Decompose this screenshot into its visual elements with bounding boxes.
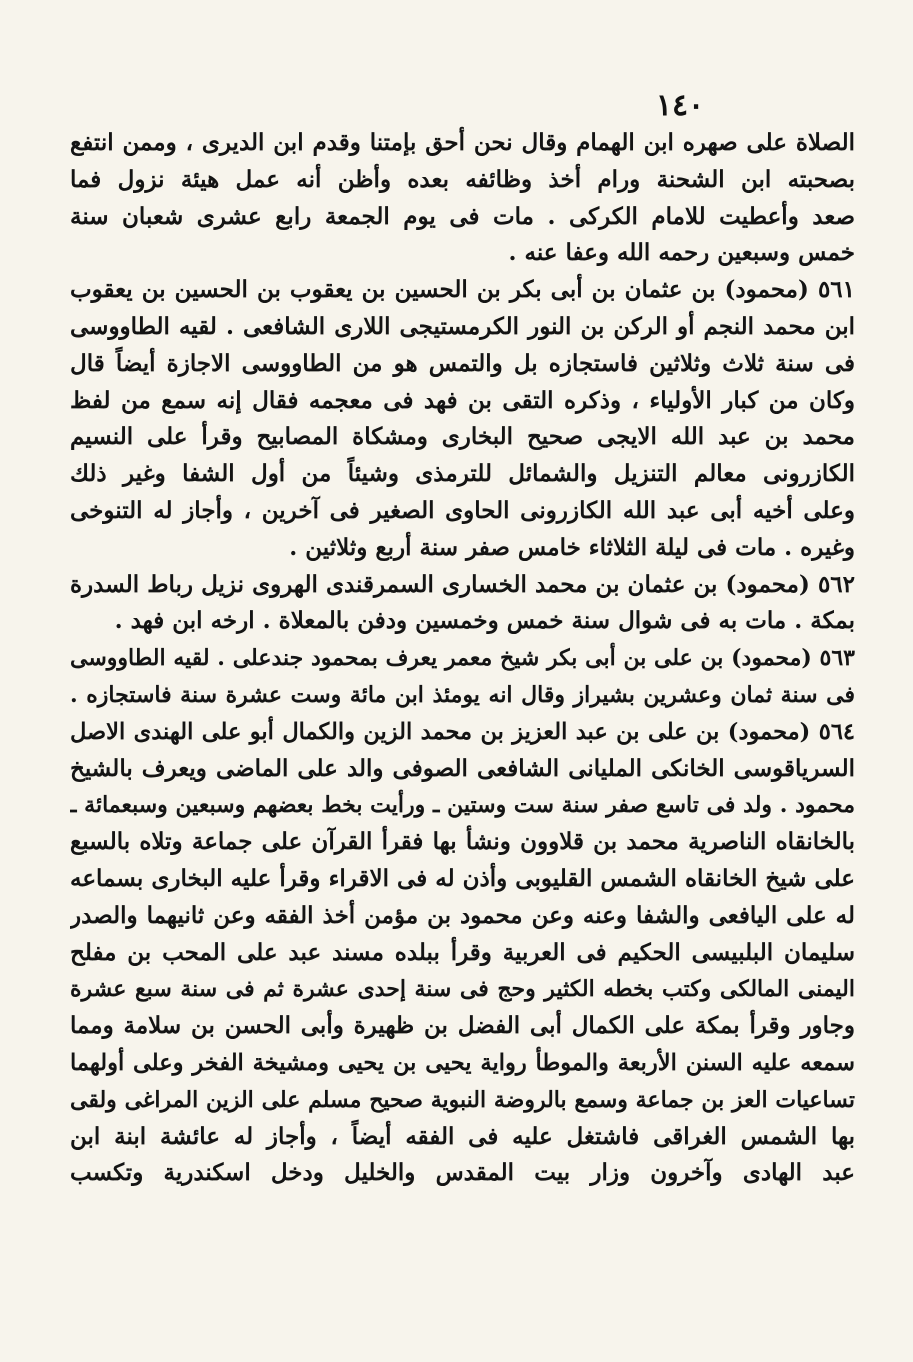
text-line: الكازرونى معالم التنزيل والشمائل للترمذى وشيئاً من أول الشفا وغير ذلك <box>70 460 855 488</box>
text-line: محمد بن عبد الله الايجى صحيح البخارى ومشكاة المصابيح وقرأ على النسيم <box>70 423 855 451</box>
text-line: السرياقوسى الخانكى المليانى الشافعى الصوفى والد على الماضى ويعرف بالشيخ <box>70 754 855 782</box>
text-line: سليمان البلبيسى الحكيم فى العربية وقرأ ببلده مسند عبد على المحب بن مفلح <box>70 938 855 966</box>
text-line: اليمنى المالكى وكتب بخطه الكثير وحج فى سنة إحدى عشرة ثم فى سنة سبع عشرة <box>70 976 855 1003</box>
entry-562-line: ٥٦٢ (محمود) بن عثمان بن محمد الخسارى السمرقندى الهروى نزيل رباط السدرة <box>70 570 855 598</box>
text-line: وغيره . مات فى ليلة الثلاثاء خامس صفر سنة أربع وثلاثين . <box>289 533 855 561</box>
page-text <box>70 125 855 1192</box>
text-line: فى سنة ثلاث وثلاثين فاستجازه بل والتمس هو من الطاووسى الاجازة أيضاً قال <box>70 349 855 377</box>
text-line: تساعيات العز بن جماعة وسمع بالروضة النبوية صحيح مسلم على الزين المراغى ولقى <box>70 1086 855 1113</box>
text-line: الصلاة على صهره ابن الهمام وقال نحن أحق بإمتنا وقدم ابن الديرى ، وممن انتفع <box>70 129 855 156</box>
text-line: وجاور وقرأ بمكة على الكمال أبى الفضل بن ظهيرة وأبى الحسن بن سلامة ومما <box>70 1012 855 1040</box>
text-line: صعد وأعطيت للامام الكركى . مات فى يوم الجمعة رابع عشرى شعبان سنة <box>70 202 855 230</box>
text-line: ابن محمد النجم أو الركن بن النور الكرمستيجى اللارى الشافعى . لقيه الطاووسى <box>70 312 855 340</box>
text-line: وكان من كبار الأولياء ، وذكره التقى بن فهد فى معجمه فقال إنه سمع من لفظ <box>70 386 855 414</box>
text-line: عبد الهادى وآخرون وزار بيت المقدس والخليل ودخل اسكندرية وتكسب <box>70 1159 855 1187</box>
text-line: فى سنة ثمان وعشرين بشيراز وقال انه يومئذ ابن مائة وست عشرة سنة فاستجازه . <box>70 681 855 708</box>
text-line: خمس وسبعين رحمه الله وعفا عنه . <box>508 239 855 267</box>
text-line: بالخانقاه الناصرية محمد بن قلاوون ونشأ بها فقرأ القرآن على جماعة وتلاه بالسبع <box>70 828 855 856</box>
text-line: وعلى أخيه أبى عبد الله الكازرونى الحاوى الصغير فى آخرين ، وأجاز له التنوخى <box>70 496 855 524</box>
entry-563-line: ٥٦٣ (محمود) بن على بن أبى بكر شيخ معمر يعرف بمحمود جندعلى . لقيه الطاووسى <box>70 645 855 672</box>
text-line: محمود . ولد فى تاسع صفر سنة ست وستين ـ ورأيت بخط بعضهم وسبعين وسبعمائة ـ <box>70 792 855 819</box>
entry-561-line: ٥٦١ (محمود) بن عثمان بن أبى بكر بن الحسين بن يعقوب بن الحسين بن يعقوب <box>70 276 855 304</box>
entry-564-line: ٥٦٤ (محمود) بن على بن عبد العزيز بن محمد الزين والكمال أبو على الهندى الاصل <box>70 718 855 745</box>
text-line: على شيخ الخانقاه الشمس القليوبى وأذن له فى الاقراء وقرأ عليه البخارى بسماعه <box>70 864 855 892</box>
page-number: ١٤٠ <box>655 88 705 123</box>
text-line: له على اليافعى والشفا وعنه وعن محمود بن مؤمن أخذ الفقه وعن ثانيهما والصدر <box>70 901 855 929</box>
text-line: بمكة . مات به فى شوال سنة خمس وخمسين ودفن بالمعلاة . ارخه ابن فهد . <box>114 607 855 635</box>
text-line: بصحبته ابن الشحنة ورام أخذ وظائفه بعده وأظن أنه عمل هيئة نزول فما <box>70 165 855 193</box>
text-line: بها الشمس الغراقى فاشتغل عليه فى الفقه أيضاً ، وأجاز له عائشة ابنة ابن <box>70 1122 855 1150</box>
text-line: سمعه عليه السنن الأربعة والموطأ رواية يحيى بن يحيى ومشيخة الفخر وعلى أولهما <box>70 1049 855 1076</box>
